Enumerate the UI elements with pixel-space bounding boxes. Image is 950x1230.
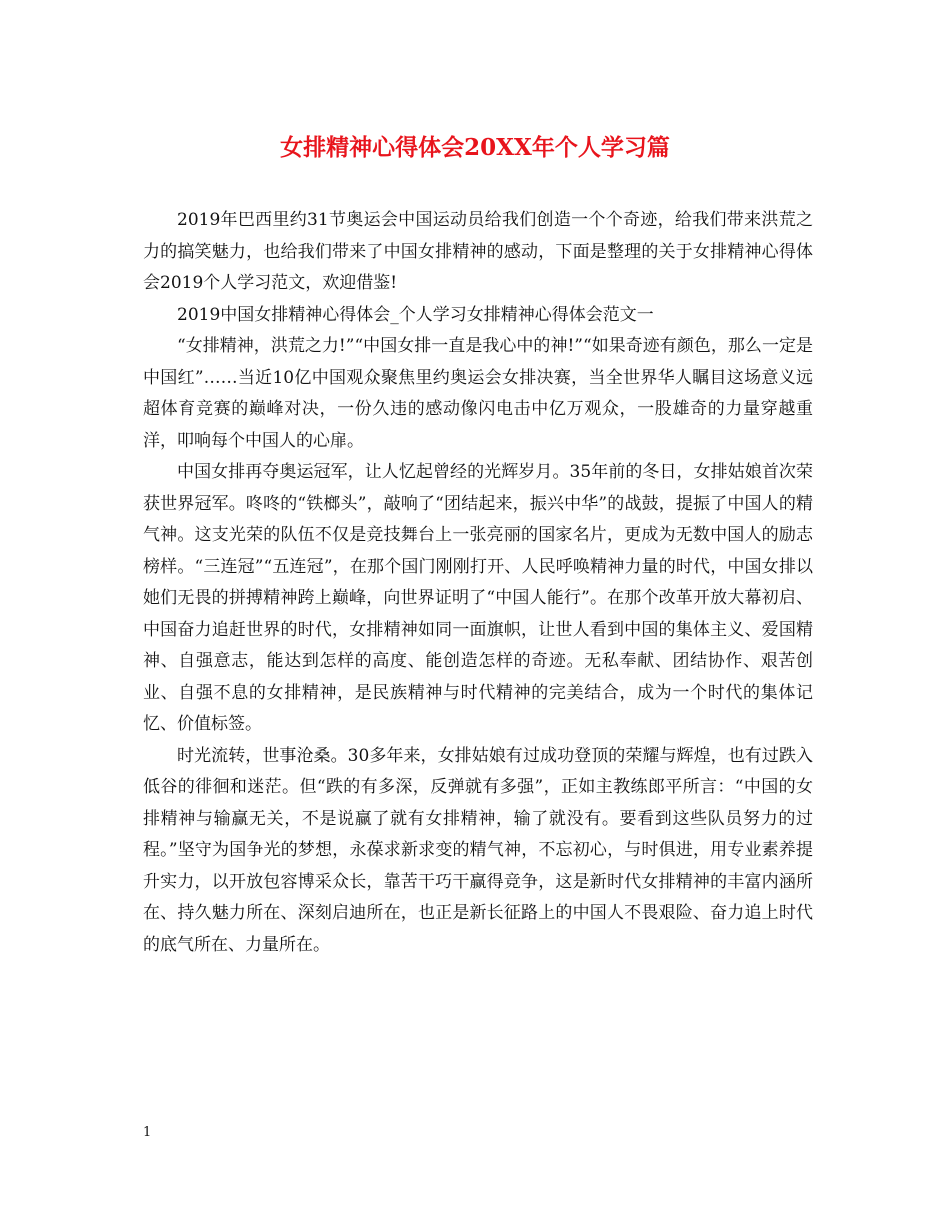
- paragraph-intro: 2019年巴西里约31节奥运会中国运动员给我们创造一个个奇迹，给我们带来洪荒之力的搞笑魅力，也给我们带来了中国女排精神的感动，下面是整理的关于女排精神心得体会2019个人学习范文，欢迎借鉴!: [143, 210, 813, 293]
- paragraph-time: 时光流转，世事沧桑。30多年来，女排姑娘有过成功登顶的荣耀与辉煌，也有过跌入低谷的徘徊和迷茫。但“跌的有多深，反弹就有多强”，正如主教练郎平所言：“中国的女排精神与输赢无关，不是说赢了就有女排精神，输了就没有。要看到这些队员努力的过程。”坚守为国争光的梦想，永葆求新求变的精气神，不忘初心，与时俱进，用专业素养提升实力，以开放包容博采众长，靠苦干巧干赢得竞争，这是新时代女排精神的丰富内涵所在、持久魅力所在、深刻启迪所在，也正是新长征路上的中国人不畏艰险、奋力追上时代的底气所在、力量所在。: [143, 745, 813, 955]
- paragraph-history: 中国女排再夺奥运冠军，让人忆起曾经的光辉岁月。35年前的冬日，女排姑娘首次荣获世界冠军。咚咚的“铁榔头”，敲响了“团结起来，振兴中华”的战鼓，提振了中国人的精气神。这支光荣的队伍不仅是竞技舞台上一张亮丽的国家名片，更成为无数中国人的励志榜样。“三连冠”“五连冠”，在那个国门刚刚打开、人民呼唤精神力量的时代，中国女排以她们无畏的拼搏精神跨上巅峰，向世界证明了“中国人能行”。在那个改革开放大幕初启、中国奋力追赶世界的时代，女排精神如同一面旗帜，让世人看到中国的集体主义、爱国精神、自强意志，能达到怎样的高度、能创造怎样的奇迹。无私奉献、团结协作、艰苦创业、自强不息的女排精神，是民族精神与时代精神的完美结合，成为一个时代的集体记忆、价值标签。: [143, 462, 813, 734]
- document-title: 女排精神心得体会20XX年个人学习篇: [280, 134, 670, 161]
- page-number: 1: [143, 1125, 152, 1140]
- paragraph-subheading: 2019中国女排精神心得体会_个人学习女排精神心得体会范文一: [177, 304, 654, 325]
- paragraph-quotes: “女排精神，洪荒之力!”“中国女排一直是我心中的神!”“如果奇迹有颜色，那么一定是中国红”……当近10亿中国观众聚焦里约奥运会女排决赛，当全世界华人瞩目这场意义远超体育竞赛的巅峰对决，一份久违的感动像闪电击中亿万观众，一股雄奇的力量穿越重洋，叩响每个中国人的心扉。: [143, 336, 813, 451]
- document-body: [143, 205, 813, 961]
